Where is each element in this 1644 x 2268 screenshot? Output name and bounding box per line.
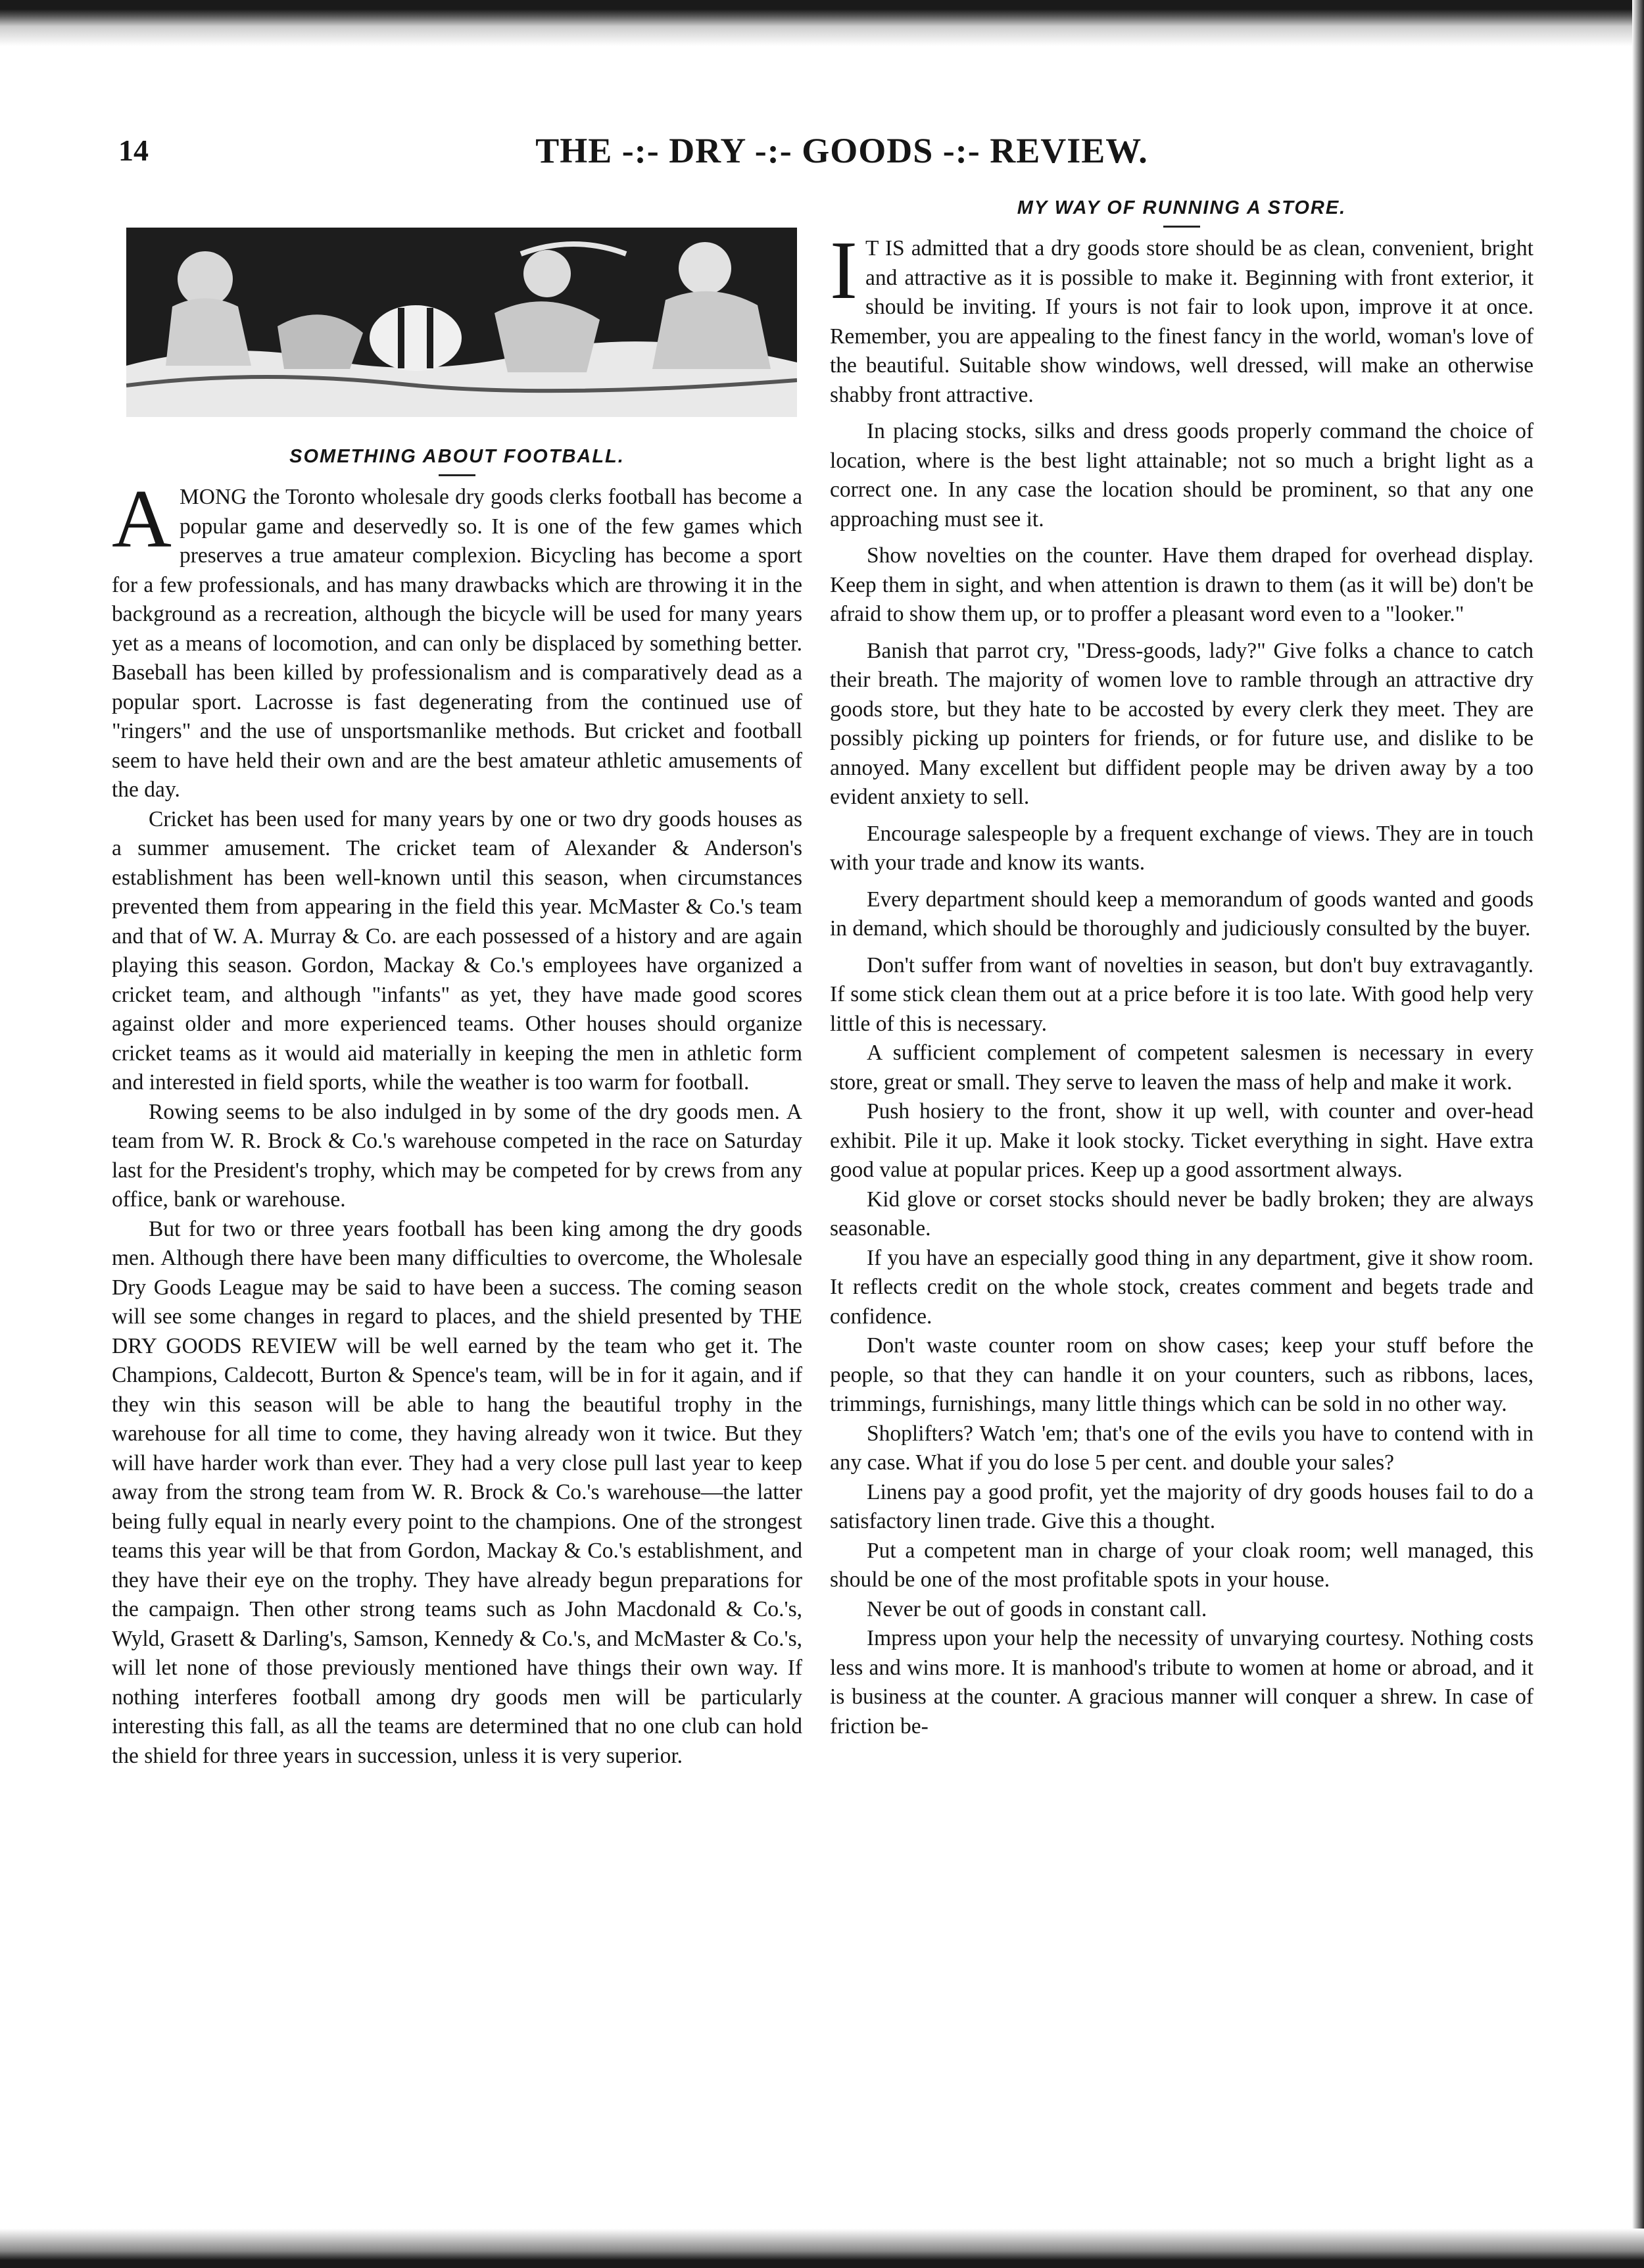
heading-rule — [439, 474, 475, 476]
paragraph: Encourage salespeople by a frequent exchange of views. They are in touch with your trade and know its wants. — [830, 821, 1534, 875]
paragraph: Cricket has been used for many years by one or two dry goods houses as a summer amusement. The cricket team of Alexander & Anderson's establishment has been well-known until this season, when circumstances prevented them from appearing in the field this year. McMaster & Co.'s team and that of W. A. Murray & Co. are each possessed of a history and are again playing this season. Gordon, Mackay & Co.'s employees have organized a cricket team, and although "infants" as yet, they have made good scores against older and more experienced teams. Other houses should organize cricket teams as it would aid materially in keeping the men in athletic form and interested in field sports, while the weather is too warm for football. — [112, 806, 802, 1095]
paragraph: Kid glove or corset stocks should never be badly broken; they are always seasonable. — [830, 1187, 1534, 1241]
heading-rule — [1163, 226, 1200, 228]
paragraph: If you have an especially good thing in any department, give it show room. It reflects credit on the whole stock, creates comment and begets trade and confidence. — [830, 1245, 1534, 1329]
paragraph: Banish that parrot cry, "Dress-goods, lady?" Give folks a chance to catch their breath. The majority of women love to ramble through an attractive dry goods store, but they hate to be accosted by every clerk they meet. They are possibly picking up pointers for friends, or for future use, and dislike to be annoyed. Many excellent but diffident people may be driven away by a too evident anxiety to sell. — [830, 638, 1534, 809]
paragraph: AMONG the Toronto wholesale dry goods clerks football has become a popular game and deservedly so. It is one of the few games which preserves a true amateur complexion. Bicycling has become a sport for a few professionals, and has many drawbacks which are throwing it in the background as a recreation, although the bicycle will be used for many years yet as a means of locomotion, and can only be displaced by something better. Baseball has been killed by professionalism and is comparatively dead as a popular sport. Lacrosse is fast degenerating from the continued use of "ringers" and the use of unsportsmanlike methods. But cricket and football seem to have held their own and are the best amateur athletic amusements of the day. — [112, 474, 802, 802]
article-heading-store: MY WAY OF RUNNING A STORE. — [1017, 197, 1347, 218]
scan-border-right — [1632, 0, 1644, 2268]
page-number: 14 — [118, 134, 149, 167]
right-column — [830, 197, 1534, 1741]
paragraph: Don't waste counter room on show cases; keep your stuff before the people, so that they can handle it on your counters, such as ribbons, laces, trimmings, furnishings, many little things which can be sold in no other way. — [830, 1333, 1534, 1416]
paragraph: But for two or three years football has been king among the dry goods men. Although there have been many difficulties to overcome, the Wholesale Dry Goods League may be said to have been a success. The coming season will see some changes in regard to places, and the shield presented by THE DRY GOODS REVIEW will be well earned by the team who get it. The Champions, Caldecott, Burton & Spence's team, will be in for it again, and if they win this season will be able to hang the beautiful trophy in the warehouse for all time to come, they having already won it twice. But they will have harder work than ever. They had a very close pull last year to keep away from the strong team from W. R. Brock & Co.'s warehouse—the latter being fully equal in nearly every point to the champions. One of the strongest teams this year will be that from Gordon, Mackay & Co.'s establishment, and they have their eye on the trophy. They have already begun preparations for the campaign. Then other strong teams such as John Macdonald & Co.'s, Wyld, Grasett & Darling's, Samson, Kennedy & Co.'s, and McMaster & Co.'s, will let none of those previously mentioned have things their own way. If nothing interferes football among dry goods men will be particularly interesting this fall, as all the teams are determined that no one club can hold the shield for three years in succession, unless it is very superior. — [112, 1216, 802, 1768]
paragraph: Show novelties on the counter. Have them draped for overhead display. Keep them in sight, and when attention is drawn to them (as it will be) don't be afraid to show them up, or to proffer a pleasant word even to a "looker." — [830, 543, 1534, 626]
paragraph: Linens pay a good profit, yet the majority of dry goods houses fail to do a satisfactory linen trade. Give this a thought. — [830, 1479, 1534, 1533]
paragraph: Push hosiery to the front, show it up well, with counter and over-head exhibit. Pile it up. Make it look stocky. Ticket everything in sight. Have extra good value at popular prices. Keep up a good assortment always. — [830, 1099, 1534, 1182]
left-column — [112, 197, 802, 1771]
scan-border-top — [0, 0, 1644, 46]
paragraph: Don't suffer from want of novelties in season, but don't buy extravagantly. If some stick clean them out at a price before it is too late. With good help very little of this is necessary. — [830, 952, 1534, 1036]
paragraph: A sufficient complement of competent salesmen is necessary in every store, great or small. They serve to leaven the mass of help and make it work. — [830, 1041, 1534, 1095]
paragraph: In placing stocks, silks and dress goods properly command the choice of location, where is the best light attainable; not so much a bright light as a correct one. In any case the location should be prominent, so that any one approaching must see it. — [830, 419, 1534, 531]
paragraph: Every department should keep a memorandum of goods wanted and goods in demand, which should be thoroughly and judiciously consulted by the buyer. — [830, 887, 1534, 941]
football-illustration — [126, 228, 797, 417]
dropcap: I — [830, 225, 858, 316]
paragraph: Impress upon your help the necessity of unvarying courtesy. Nothing costs less and wins more. It is manhood's tribute to women at home or abroad, and it is business at the counter. A gracious manner will conquer a shrew. In case of friction be- — [830, 1626, 1534, 1738]
paragraph: Put a competent man in charge of your cloak room; well managed, this should be one of the most profitable spots in your house. — [830, 1538, 1534, 1592]
scan-border-bottom — [0, 2229, 1644, 2268]
paragraph: I T IS admitted that a dry goods store should be as clean, convenient, bright and attractive as it is possible to make it. Beginning with front exterior, it should be inviting. If yours is not fair to look upon, improve it at once. Remember, you are appealing to the finest fancy in the world, woman's love of the beautiful. Suitable show windows, well dressed, will make an otherwise shabby front attractive. — [830, 225, 1534, 407]
article-heading-football: SOMETHING ABOUT FOOTBALL. — [289, 446, 625, 467]
running-title: THE -:- DRY -:- GOODS -:- REVIEW. — [535, 131, 1148, 170]
dropcap: A — [112, 474, 172, 565]
paragraph: Shoplifters? Watch 'em; that's one of the evils you have to contend with in any case. What if you do lose 5 per cent. and double your sales? — [830, 1421, 1534, 1475]
paragraph: Never be out of goods in constant call. — [867, 1596, 1207, 1621]
paragraph: Rowing seems to be also indulged in by some of the dry goods men. A team from W. R. Brock & Co.'s warehouse competed in the race on Saturday last for the President's trophy, which may be competed for by crews from any office, bank or warehouse. — [112, 1099, 802, 1212]
